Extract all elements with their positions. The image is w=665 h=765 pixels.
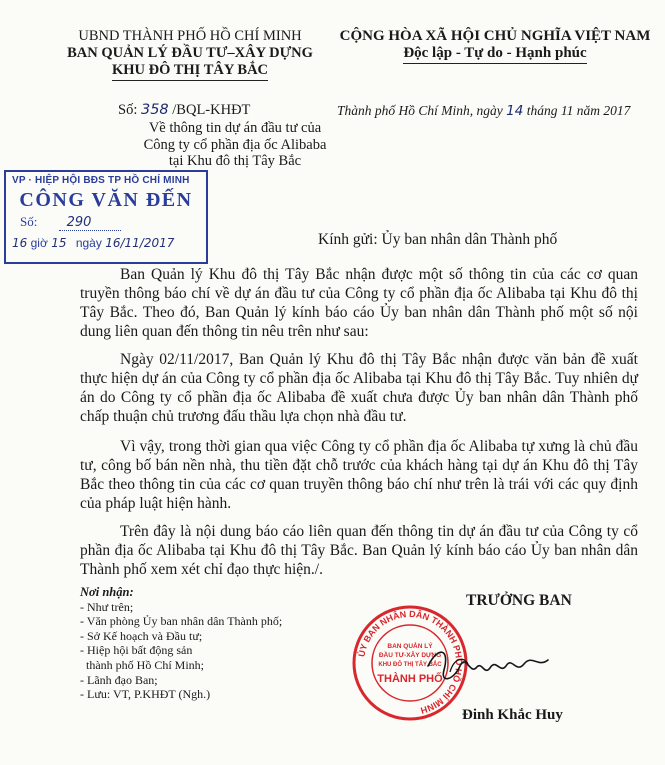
stamp-number-value: 290	[59, 215, 122, 231]
distribution-item: - Lưu: VT, P.KHĐT (Ngh.)	[80, 687, 211, 702]
stamp-date: 16/11/2017	[105, 236, 175, 250]
stamp-date-label: ngày	[75, 236, 102, 250]
distribution-title: Nơi nhận:	[80, 585, 134, 599]
distribution-item: thành phố Hồ Chí Minh;	[86, 657, 205, 672]
seal-line-3: KHU ĐÔ THỊ TÂY BẮC	[378, 662, 442, 668]
paragraph-text: Trên đây là nội dung báo cáo liên quan đến thông tin dự án đầu tư của Công ty cổ phần địa ốc Alibaba tại Khu đô thị Tây Bắc. Ban Quản lý kính báo cáo Ủy ban nhân dân Thành phố xem xét chỉ đạo thực hiện./.	[80, 523, 638, 578]
body-paragraph-2	[80, 350, 638, 426]
distribution-list	[80, 585, 282, 702]
signer-title: TRƯỞNG BAN	[466, 592, 572, 609]
doc-number-value: 358	[140, 102, 169, 118]
distribution-item: - Như trên;	[80, 599, 134, 614]
distribution-item: - Sở Kế hoạch và Đầu tư;	[80, 628, 203, 643]
national-title: CỘNG HÒA XÃ HỘI CHỦ NGHĨA VIỆT NAM	[339, 28, 651, 44]
date-suffix: tháng 11 năm 2017	[523, 103, 631, 118]
body-paragraph-3	[80, 437, 638, 513]
body-paragraph-1	[80, 265, 638, 341]
distribution-item: - Văn phòng Ủy ban nhân dân Thành phố;	[80, 614, 283, 629]
issuer-line-1: UBND THÀNH PHỐ HỒ CHÍ MINH	[78, 28, 302, 44]
doc-number-suffix: /BQL-KHĐT	[168, 102, 251, 118]
subject-line-2: Công ty cổ phần địa ốc Alibaba	[143, 136, 327, 153]
incoming-document-stamp	[4, 170, 208, 264]
seal-ring-text: ỦY BAN NHÂN DÂN THÀNH PHỐ HỒ CHÍ MINH	[356, 608, 465, 716]
seal-line-4: THÀNH PHỐ	[377, 673, 443, 685]
distribution-item: - Lãnh đạo Ban;	[80, 672, 158, 687]
issuer-line-3: KHU ĐÔ THỊ TÂY BẮC	[112, 62, 268, 81]
stamp-org: VP · HIỆP HỘI BĐS TP HỒ CHÍ MINH	[12, 175, 190, 186]
issuer-header	[40, 28, 340, 81]
stamp-time-row	[6, 236, 206, 250]
date-prefix: Thành phố Hồ Chí Minh, ngày	[337, 103, 507, 118]
recipient-line: Kính gửi: Ủy ban nhân dân Thành phố	[318, 231, 558, 248]
stamp-hour-label: giờ	[30, 236, 48, 250]
signer-name: Đinh Khắc Huy	[462, 707, 563, 723]
stamp-number-row	[6, 214, 206, 230]
date-day: 14	[506, 103, 524, 119]
issue-date	[337, 103, 630, 119]
paragraph-text: Ngày 02/11/2017, Ban Quản lý Khu đô thị Tây Bắc nhận được văn bản đề xuất thực hiện dự án của Công ty cổ phần địa ốc Alibaba tại Khu đô thị Tây Bắc. Tuy nhiên dự án do Công ty cổ phần địa ốc Alibaba đề xuất chưa được Ủy ban nhân dân Thành phố chấp thuận chủ trương đấu thầu lựa chọn nhà đầu tư.	[80, 351, 638, 425]
subject-line-1: Về thông tin dự án đầu tư của	[148, 120, 322, 136]
national-motto: Độc lập - Tự do - Hạnh phúc	[403, 45, 586, 64]
doc-number-prefix: Số:	[118, 102, 141, 118]
stamp-title: CÔNG VĂN ĐẾN	[19, 189, 193, 211]
stamp-minute: 15	[51, 236, 67, 250]
body-paragraph-4	[80, 522, 638, 579]
stamp-number-label: Số:	[20, 214, 38, 229]
issuer-line-2: BAN QUẢN LÝ ĐẦU TƯ–XÂY DỰNG	[67, 45, 313, 61]
paragraph-text: Ban Quản lý Khu đô thị Tây Bắc nhận được một số thông tin của các cơ quan truyền thông báo chí về dự án đầu tư của Công ty cổ phần địa ốc Alibaba tại Khu đô thị Tây Bắc. Theo đó, Ban Quản lý kính báo cáo Ủy ban nhân dân Thành phố một số nội dung liên quan đến thông tin nêu trên như sau:	[80, 266, 638, 340]
national-header	[330, 28, 660, 64]
paragraph-text: Vì vậy, trong thời gian qua việc Công ty cổ phần địa ốc Alibaba tự xưng là chủ đầu tư, công bố bán nền nhà, thu tiền đặt chỗ trước của khách hàng tại dự án Khu đô thị Tây Bắc theo thông tin của các cơ quan truyền thông báo chí như trên là trái với các quy định của pháp luật hiện hành.	[80, 438, 638, 512]
seal-line-1: BAN QUẢN LÝ	[387, 643, 433, 650]
subject-line-3: tại Khu đô thị Tây Bắc	[168, 153, 302, 169]
stamp-hour: 16	[12, 236, 28, 250]
handwritten-signature	[420, 638, 555, 693]
document-number	[118, 102, 250, 119]
distribution-item: - Hiệp hội bất động sản	[80, 643, 193, 658]
document-subject	[130, 120, 340, 170]
seal-line-2: ĐẦU TƯ-XÂY DỰNG	[378, 652, 442, 659]
